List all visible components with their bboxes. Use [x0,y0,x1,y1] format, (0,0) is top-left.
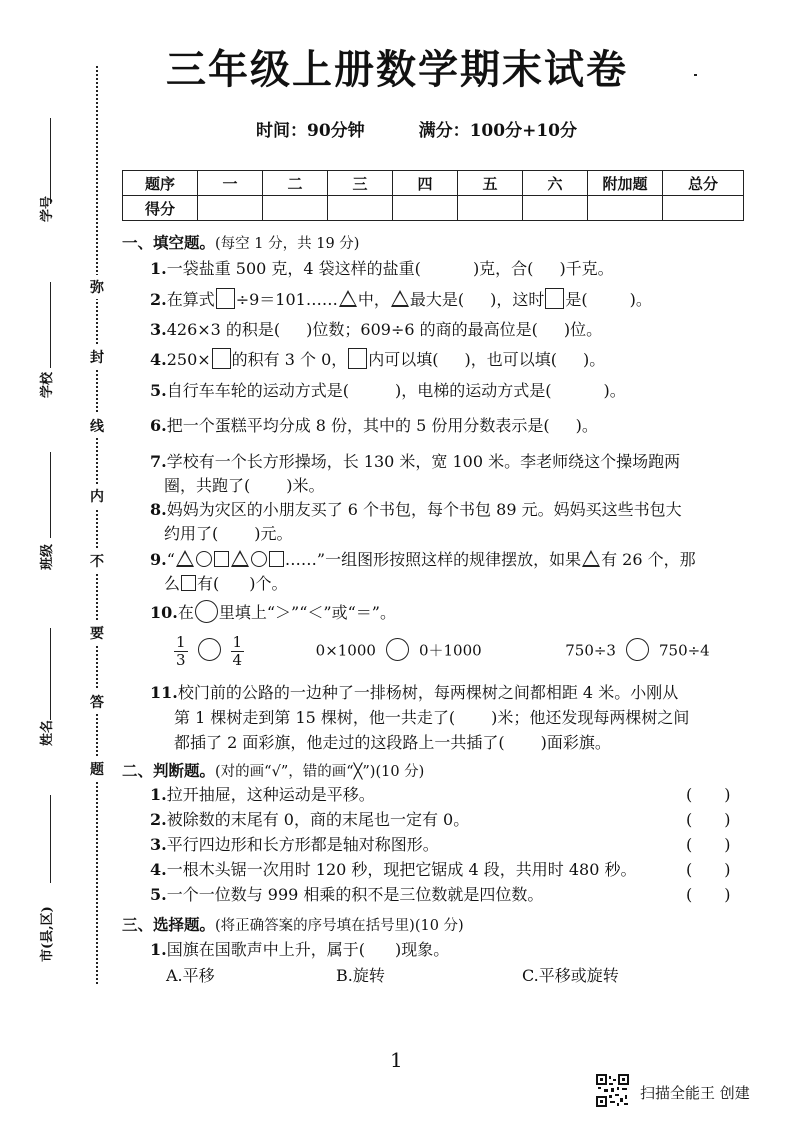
judge-item [150,808,469,832]
score-table-score-row [123,196,744,221]
question-text: 第 1 棵树走到第 15 棵树，他一共走了( [174,708,456,727]
question-text: )，这时 [490,290,545,309]
square-icon [181,575,196,591]
seal-char: 线 [89,414,105,438]
judge-answer-box[interactable] [686,833,731,857]
question-1-1 [150,257,614,281]
question-text: 被除数的末尾有 0，商的末尾也一定有 0。 [166,810,470,829]
question-text: )元。 [254,524,293,543]
question-1-6 [150,414,598,438]
table-header-cell: 六 [523,171,588,196]
section-title: 一、填空题。 [122,233,216,252]
judge-answer-box[interactable] [686,783,731,807]
score-cell[interactable] [523,196,588,221]
option-c[interactable]: C.平移或旋转 [522,966,619,985]
table-header-cell: 附加题 [588,171,663,196]
question-text: )位。 [563,320,603,339]
question-1-5 [150,379,626,403]
section-note: (对的画“√”，错的画“╳”)(10 分) [215,764,425,780]
seal-char: 弥 [89,275,105,299]
section-1-heading [122,231,359,253]
page-number: 1 [390,1048,403,1072]
question-number: 2. [150,810,167,829]
question-text: ……”一组图形按照这样的规律摆放，如果 [284,550,582,569]
seal-char: 答 [89,690,105,714]
judge-answer-box[interactable] [686,883,731,907]
square-icon [214,551,229,567]
district-line[interactable] [50,795,51,883]
question-text: 是( [565,290,588,309]
judge-answer-box[interactable] [686,808,731,832]
expression: 0×1000 [315,641,376,660]
question-text: 内可以填( [368,350,439,369]
question-text: )，也可以填( [464,350,558,369]
question-number: 7. [150,452,167,471]
paren: ) [724,860,731,879]
question-text: 校门前的公路的一边种了一排杨树，每两棵树之间都相距 4 米。小刚从 [177,683,679,702]
district-label: 市(县,区) [40,906,55,962]
question-text: 国旗在国歌声中上升，属于( [166,940,365,959]
question-text: 中， [357,290,390,309]
comparison-row [174,634,710,669]
judge-item [150,883,543,907]
table-header-cell: 总分 [663,171,744,196]
question-number: 6. [150,416,167,435]
question-1-2 [150,288,652,312]
question-text: 最大是( [409,290,465,309]
table-header-cell: 题序 [123,171,198,196]
question-text: )。 [629,290,652,309]
seal-char: 内 [89,484,105,508]
table-header-cell: 四 [393,171,458,196]
table-header-cell: 一 [198,171,263,196]
question-text: )面彩旗。 [540,733,611,752]
judge-item [150,783,375,807]
question-number: 4. [150,350,167,369]
question-text: )。 [603,381,626,400]
seal-char: 题 [89,757,105,781]
paren: ) [724,785,731,804]
square-icon [348,348,367,369]
judge-item [150,833,439,857]
score-table [122,170,744,221]
question-number: 11. [150,683,178,702]
question-3-1 [150,938,449,962]
school-label: 学校 [40,371,55,398]
question-text: )个。 [249,574,288,593]
question-number: 2. [150,290,167,309]
question-text: )米。 [286,476,325,495]
circle-icon [195,600,218,623]
score-cell[interactable] [663,196,744,221]
scanner-watermark: 扫描全能王 创建 [640,1084,750,1102]
fraction [174,634,188,669]
question-text: 都插了 2 面彩旗，他走过的这段路上一共插了( [174,733,505,752]
triangle-icon [582,550,600,567]
fraction-denominator: 3 [176,651,186,669]
seal-char: 不 [89,549,105,573]
question-number: 3. [150,320,167,339]
question-number: 1. [150,259,167,278]
judge-answer-box[interactable] [686,858,731,882]
option-a[interactable]: A.平移 [166,966,215,985]
square-icon [212,348,231,369]
question-text: 里填上“＞”“＜”或“＝”。 [218,603,396,622]
option-b[interactable]: B.旋转 [336,966,385,985]
table-header-cell: 二 [263,171,328,196]
question-text: )米；他还发现每两棵树之间 [491,708,690,727]
binding-dotted-line [96,66,98,984]
question-number: 8. [150,500,167,519]
question-number: 10. [150,603,178,622]
table-header-cell: 五 [458,171,523,196]
question-text: 把一个蛋糕平均分成 8 份，其中的 5 份用分数表示是( [166,416,550,435]
question-text: )克，合( [472,259,534,278]
page-title: 三年级上册数学期末试卷 [166,47,628,93]
question-1-4 [150,348,605,372]
question-text: )现象。 [394,940,450,959]
score-cell[interactable] [458,196,523,221]
triangle-icon [391,290,409,307]
score-cell[interactable] [328,196,393,221]
question-text: 拉开抽屉，这种运动是平移。 [166,785,375,804]
question-text: 的积有 3 个 0， [231,350,348,369]
fraction-denominator: 4 [232,651,243,669]
student-id-line[interactable] [50,118,51,204]
student-id-label: 学号 [40,195,55,222]
compare-circle[interactable] [386,638,409,661]
question-1-7 [150,450,680,498]
question-1-8 [150,498,682,546]
score-cell[interactable] [198,196,263,221]
title-mark [694,74,697,76]
question-text: )千克。 [559,259,614,278]
class-line[interactable] [50,452,51,538]
paren: ( [686,785,693,804]
class-label: 班级 [40,543,55,570]
paren: ( [686,810,693,829]
question-text: 一根木头锯一次用时 120 秒，现把它锯成 4 段，共用时 480 秒。 [166,860,637,879]
score-cell[interactable] [588,196,663,221]
question-text: 自行车车轮的运动方式是( [166,381,349,400]
qr-code-icon [596,1074,629,1107]
triangle-icon [231,550,249,567]
paren: ) [724,835,731,854]
circle-icon [251,551,267,567]
paren: ) [724,885,731,904]
expression: 750÷3 [565,641,616,660]
question-text: ÷9＝101…… [235,290,338,309]
question-number: 5. [150,381,167,400]
question-1-10 [150,600,396,625]
exam-full-score: 满分：100分+10分 [418,121,577,141]
triangle-icon [176,550,194,567]
triangle-icon [339,290,357,307]
expression: 0＋1000 [418,641,482,660]
question-text: )。 [575,416,598,435]
table-row-label: 得分 [123,196,198,221]
table-header-cell: 三 [328,171,393,196]
paren: ( [686,885,693,904]
question-text: 有 26 个，那 [601,550,696,569]
section-title: 二、判断题。 [122,761,216,780]
square-icon [269,551,284,567]
question-text: 一个一位数与 999 相乘的积不是三位数就是四位数。 [166,885,544,904]
section-3-heading [122,913,464,935]
fraction-numerator: 1 [232,633,243,651]
question-text: 在算式 [166,290,215,309]
name-line[interactable] [50,628,51,720]
question-text: 250× [166,350,211,369]
square-icon [216,288,235,309]
section-2-heading [122,759,424,781]
question-1-3 [150,318,602,342]
question-1-11 [150,680,689,755]
square-icon [545,288,564,309]
paren: ( [686,835,693,854]
question-text: 妈妈为灾区的小朋友买了 6 个书包，每个书包 89 元。妈妈买这些书包大 [166,500,682,519]
fraction [231,634,245,669]
question-text: 在 [177,603,194,622]
compare-circle[interactable] [198,638,221,661]
question-text: “ [166,550,175,569]
paren: ( [686,860,693,879]
question-text: 约用了( [164,524,219,543]
question-number: 9. [150,550,167,569]
question-number: 4. [150,860,167,879]
question-text: 平行四边形和长方形都是轴对称图形。 [166,835,439,854]
exam-meta [256,116,625,141]
question-text: 学校有一个长方形操场，长 130 米，宽 100 米。李老师绕这个操场跑两 [166,452,681,471]
question-text: 么 [164,574,181,593]
section-title: 三、选择题。 [122,915,216,934]
compare-circle[interactable] [626,638,649,661]
question-text: 一袋盐重 500 克，4 袋这样的盐重( [166,259,421,278]
question-number: 1. [150,785,167,804]
school-line[interactable] [50,282,51,368]
score-table-header-row [123,171,744,196]
question-text: 有( [197,574,220,593]
question-1-9 [150,548,696,596]
question-number: 3. [150,835,167,854]
seal-char: 封 [89,345,105,369]
question-text: 426×3 的积是( [166,320,281,339]
question-text: 圈，共跑了( [164,476,251,495]
question-number: 1. [150,940,167,959]
exam-time: 时间：90分钟 [256,121,365,141]
question-text: )位数；609÷6 的商的最高位是( [306,320,538,339]
circle-icon [196,551,212,567]
question-number: 5. [150,885,167,904]
fraction-numerator: 1 [176,633,186,651]
judge-item [150,858,636,882]
score-cell[interactable] [393,196,458,221]
section-note: (将正确答案的序号填在括号里)(10 分) [215,918,464,934]
question-text: )。 [583,350,606,369]
score-cell[interactable] [263,196,328,221]
name-label: 姓名 [40,719,55,746]
paren: ) [724,810,731,829]
section-note: (每空 1 分，共 19 分) [215,236,360,252]
expression: 750÷4 [658,641,710,660]
seal-char: 要 [89,621,105,645]
question-text: )，电梯的运动方式是( [394,381,552,400]
